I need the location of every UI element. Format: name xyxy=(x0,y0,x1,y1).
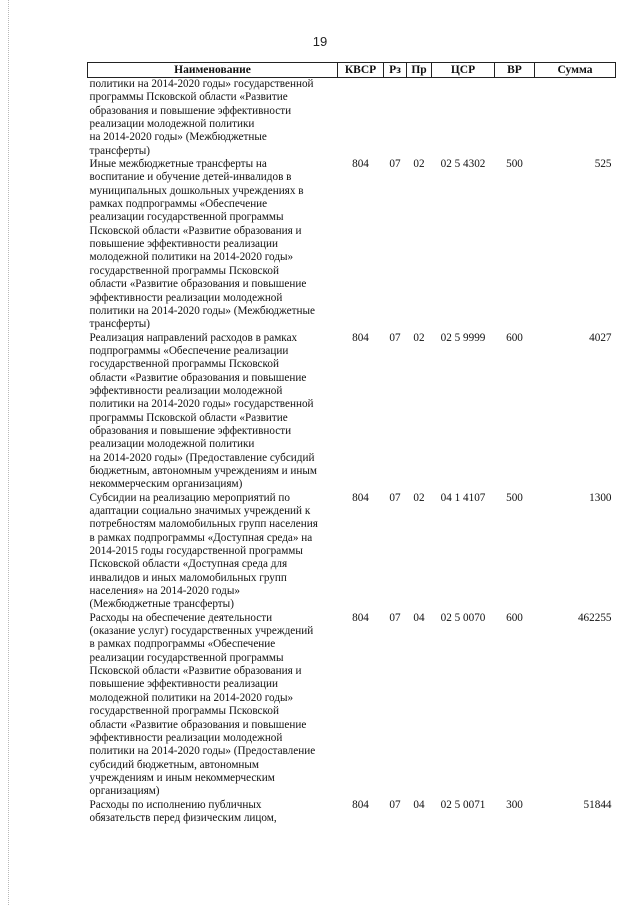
header-name: Наименование xyxy=(88,63,338,78)
row-csr: 02 5 9999 xyxy=(440,331,486,344)
row-pr: 02 xyxy=(413,491,425,504)
row-name-line: повышение эффективности реализации xyxy=(89,238,278,251)
row-name-line: на 2014-2020 годы» (Предоставление субсидий xyxy=(89,451,315,464)
row-kvsr: 804 xyxy=(352,798,369,811)
row-csr: 02 5 0070 xyxy=(440,611,486,624)
row-name-line: реализации молодежной политики xyxy=(89,438,255,451)
row-name-line: Расходы на обеспечение деятельности xyxy=(89,611,273,624)
row-pr: 02 xyxy=(413,158,425,171)
row-name-line: подпрограммы «Обеспечение реализации xyxy=(89,344,289,357)
row-name-line: государственной программы Псковской xyxy=(89,358,279,371)
row-name-line: рамках подпрограммы «Обеспечение xyxy=(89,198,268,211)
row-sum: 4027 xyxy=(589,331,612,344)
row-name-line: реализации государственной программы xyxy=(89,211,284,224)
row-name-line: Псковской области «Доступная среда для xyxy=(89,558,288,571)
row-name-line: политики на 2014-2020 годы» государственной xyxy=(89,398,314,411)
row-name-line: в рамках подпрограммы «Доступная среда» на xyxy=(89,531,313,544)
row-name xyxy=(88,612,338,799)
row-name-line: населения» на 2014-2020 годы» xyxy=(89,585,240,598)
row-vr xyxy=(495,78,535,159)
table-row xyxy=(88,799,616,826)
row-sum xyxy=(535,78,616,159)
row-sum: 51844 xyxy=(583,798,612,811)
row-kvsr: 804 xyxy=(352,491,369,504)
row-name-line: реализации государственной программы xyxy=(89,651,284,664)
row-csr xyxy=(432,78,495,159)
row-rz xyxy=(384,78,407,159)
row-name-line: (оказание услуг) государственных учреждений xyxy=(89,625,314,638)
row-name-line: образования и повышение эффективности xyxy=(89,424,292,437)
header-sum: Сумма xyxy=(535,63,616,78)
budget-table xyxy=(87,62,616,825)
row-name-line: политики на 2014-2020 годы» (Предоставление xyxy=(89,745,316,758)
row-name-line: области «Развитие образования и повышение xyxy=(89,278,307,291)
row-name-line: Расходы по исполнению публичных xyxy=(89,798,262,811)
row-sum: 1300 xyxy=(589,491,612,504)
row-rz: 07 xyxy=(389,491,401,504)
row-pr: 02 xyxy=(413,331,425,344)
row-sum: 462255 xyxy=(577,611,612,624)
row-name-line: эффективности реализации молодежной xyxy=(89,384,283,397)
row-name-line: субсидий бюджетным, автономным xyxy=(89,758,259,771)
row-name-line: адаптации социально значимых учреждений к xyxy=(89,505,311,517)
table-row xyxy=(88,612,616,799)
row-name-line: программы Псковской области «Развитие xyxy=(89,411,288,424)
header-vr: ВР xyxy=(495,63,535,78)
row-kvsr: 804 xyxy=(352,331,369,344)
row-csr: 02 5 0071 xyxy=(440,798,486,811)
row-pr xyxy=(407,78,432,159)
row-vr: 500 xyxy=(506,491,523,504)
row-name-line: эффективности реализации молодежной xyxy=(89,731,283,744)
row-name-line: области «Развитие образования и повышение xyxy=(89,371,307,384)
row-name-line: политики на 2014-2020 годы» (Межбюджетные xyxy=(89,304,315,317)
row-name-line: некоммерческим организациям) xyxy=(89,478,243,491)
row-name-line: государственной программы Псковской xyxy=(89,264,279,277)
row-name-line: программы Псковской области «Развитие xyxy=(89,91,288,104)
row-rz: 07 xyxy=(389,611,401,624)
row-name-line: учреждениям и иным некоммерческим xyxy=(89,771,275,784)
row-rz: 07 xyxy=(389,158,401,171)
row-name-line: Псковской области «Развитие образования и xyxy=(89,224,302,237)
row-name-line: повышение эффективности реализации xyxy=(89,678,278,691)
row-name-line: муниципальных дошкольных учреждениях в xyxy=(89,184,304,197)
row-rz: 07 xyxy=(389,331,401,344)
row-name-line: трансферты) xyxy=(89,318,150,331)
row-name-line: Псковской области «Развитие образования и xyxy=(89,665,302,678)
row-csr: 04 1 4107 xyxy=(440,491,486,504)
row-name-line: Иные межбюджетные трансферты на xyxy=(89,158,267,171)
row-name-line: Субсидии на реализацию мероприятий по xyxy=(89,491,291,504)
row-rz: 07 xyxy=(389,798,401,811)
row-name-line: Реализация направлений расходов в рамках xyxy=(89,331,298,344)
scan-edge-dots xyxy=(8,0,10,905)
row-name xyxy=(88,332,338,492)
row-name-line: образования и повышение эффективности xyxy=(89,104,292,117)
row-name-line: воспитание и обучение детей-инвалидов в xyxy=(89,171,292,184)
row-name xyxy=(88,78,338,159)
row-name-line: эффективности реализации молодежной xyxy=(89,291,283,304)
table-header xyxy=(88,63,616,78)
row-kvsr xyxy=(338,78,384,159)
header-pr: Пр xyxy=(407,63,432,78)
row-csr: 02 5 4302 xyxy=(440,158,486,171)
row-vr: 600 xyxy=(506,611,523,624)
row-name-line: 2014-2015 годы государственной программы xyxy=(89,545,303,558)
row-pr: 04 xyxy=(413,798,425,811)
row-kvsr: 804 xyxy=(352,611,369,624)
row-name-line: бюджетным, автономным учреждениям и иным xyxy=(89,464,317,477)
row-name-line: молодежной политики на 2014-2020 годы» xyxy=(89,691,294,704)
row-name-line: обязательств перед физическим лицом, xyxy=(89,811,277,824)
table-row xyxy=(88,158,616,331)
row-name-line: молодежной политики на 2014-2020 годы» xyxy=(89,251,294,264)
row-vr: 500 xyxy=(506,158,523,171)
row-name-line: организациям) xyxy=(89,785,160,798)
row-name xyxy=(88,492,338,612)
row-name-line: государственной программы Псковской xyxy=(89,705,279,718)
table-body xyxy=(88,78,616,826)
row-vr: 300 xyxy=(506,798,523,811)
header-kvsr: КВСР xyxy=(338,63,384,78)
row-pr: 04 xyxy=(413,611,425,624)
row-name xyxy=(88,158,338,331)
row-name-line: инвалидов и иных маломобильных групп xyxy=(89,571,287,584)
table-row xyxy=(88,78,616,159)
table-row xyxy=(88,492,616,612)
row-kvsr: 804 xyxy=(352,158,369,171)
row-sum: 525 xyxy=(594,158,612,171)
row-name-line: потребностям маломобильных групп населения xyxy=(89,518,318,531)
row-vr: 600 xyxy=(506,331,523,344)
header-csr: ЦСР xyxy=(432,63,495,78)
table-row xyxy=(88,332,616,492)
row-name xyxy=(88,799,338,826)
row-name-line: трансферты) xyxy=(89,144,150,157)
row-name-line: в рамках подпрограммы «Обеспечение xyxy=(89,638,276,651)
header-rz: Рз xyxy=(384,63,407,78)
row-name-line: области «Развитие образования и повышение xyxy=(89,718,307,731)
page-number: 19 xyxy=(312,34,328,49)
row-name-line: на 2014-2020 годы» (Межбюджетные xyxy=(89,131,267,144)
row-name-line: политики на 2014-2020 годы» государственной xyxy=(89,78,314,90)
row-name-line: реализации молодежной политики xyxy=(89,118,255,131)
row-name-line: (Межбюджетные трансферты) xyxy=(89,598,234,611)
